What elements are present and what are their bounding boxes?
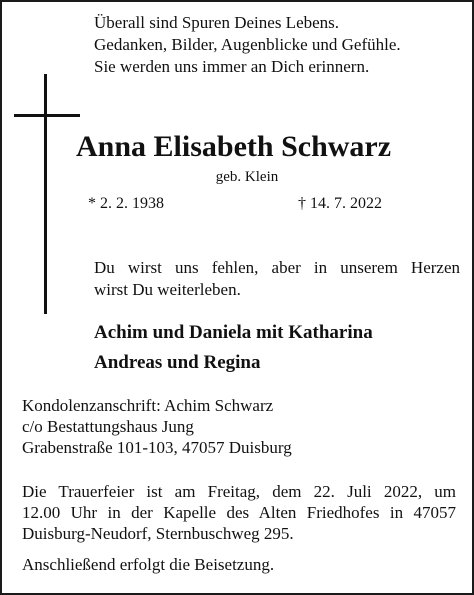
farewell-message: [94, 257, 460, 301]
deceased-name: Anna Elisabeth Schwarz: [76, 130, 392, 163]
cross-horizontal-bar: [14, 114, 80, 117]
burial-note: Anschließend erfolgt die Beisetzung.: [22, 555, 275, 574]
funeral-service-info: [22, 481, 456, 544]
death-date: † 14. 7. 2022: [298, 195, 382, 212]
mourning-family: [94, 318, 373, 378]
birth-date: * 2. 2. 1938: [88, 195, 164, 212]
message-line: Du wirst uns fehlen, aber in unserem Herzen: [94, 258, 460, 277]
service-line: 12.00 Uhr in der Kapelle des Alten Friedhofes in 47057: [22, 503, 456, 522]
address-line: Grabenstraße 101-103, 47057 Duisburg: [22, 438, 292, 457]
address-line: Kondolenzanschrift: Achim Schwarz: [22, 396, 274, 415]
address-line: c/o Bestattungshaus Jung: [22, 417, 194, 436]
memorial-quote: [94, 12, 401, 78]
family-line: Achim und Daniela mit Katharina: [94, 322, 373, 343]
quote-line: Gedanken, Bilder, Augenblicke und Gefühle.: [94, 35, 401, 54]
quote-line: Sie werden uns immer an Dich erinnern.: [94, 57, 370, 76]
service-line: Die Trauerfeier ist am Freitag, dem 22. Juli 2022, um: [22, 482, 456, 501]
cross-vertical-bar: [44, 74, 47, 314]
service-line: Duisburg-Neudorf, Sternbuschweg 295.: [22, 524, 294, 543]
maiden-name: geb. Klein: [215, 169, 279, 185]
condolence-address: [22, 395, 292, 458]
family-line: Andreas und Regina: [94, 352, 261, 373]
quote-line: Überall sind Spuren Deines Lebens.: [94, 13, 340, 32]
message-line: wirst Du weiterleben.: [94, 280, 241, 299]
